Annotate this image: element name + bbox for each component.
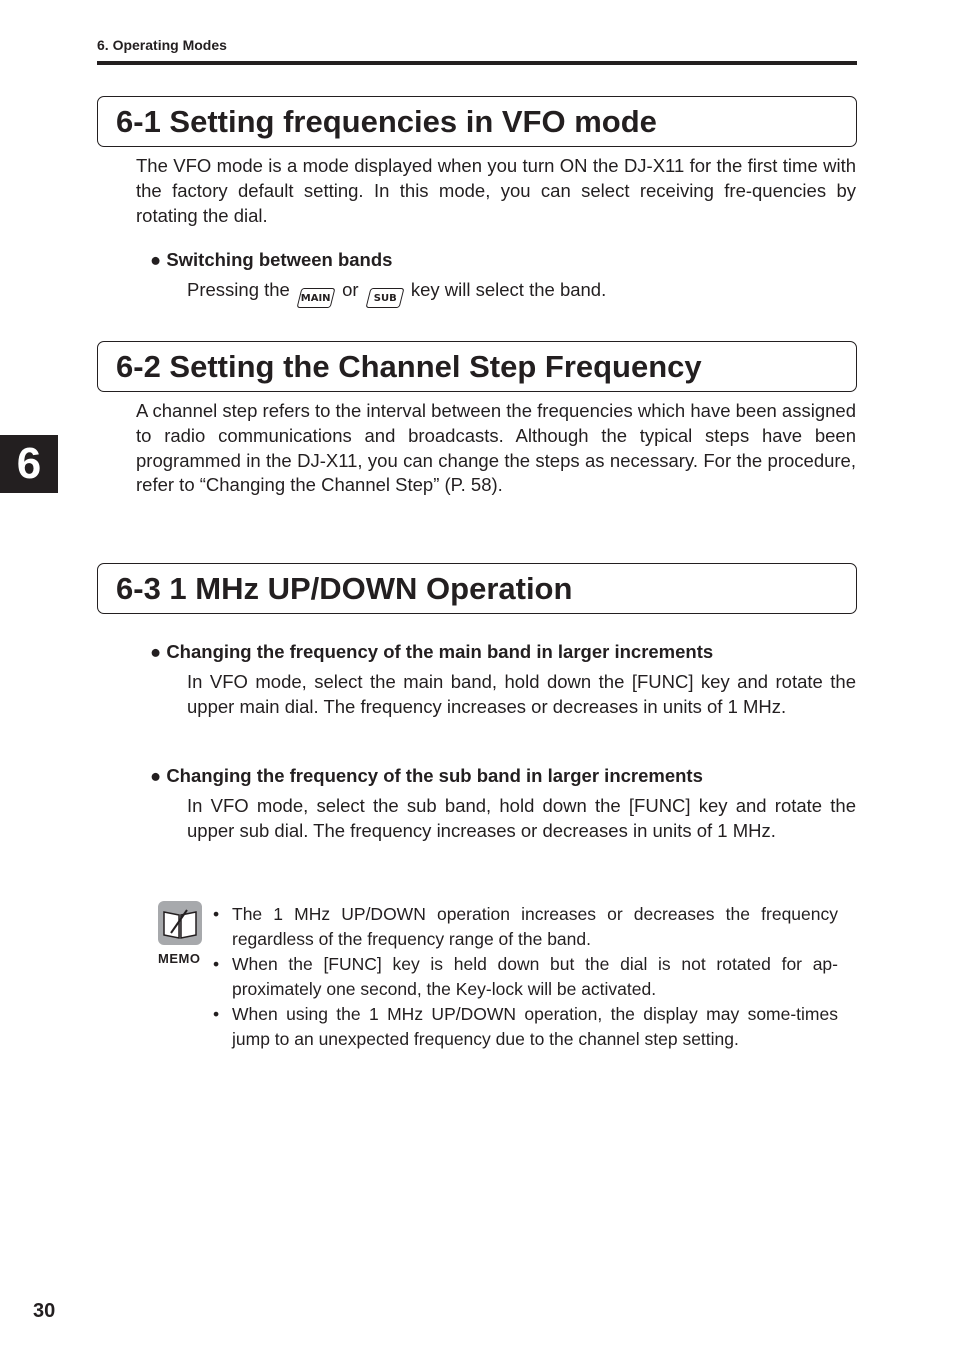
switching-bands-text bbox=[187, 279, 606, 308]
section-heading-6-1 bbox=[97, 96, 857, 147]
page-number: 30 bbox=[33, 1300, 56, 1322]
memo-item: • The 1 MHz UP/DOWN operation increases or decreases the frequency regardless of the frequency range of the band. bbox=[210, 902, 838, 952]
main-band-text: In VFO mode, select the main band, hold down the [FUNC] key and rotate the upper main dial. The frequency increases or decreases in units of 1 MHz. bbox=[187, 671, 856, 717]
sub-band-text: In VFO mode, select the sub band, hold down the [FUNC] key and rotate the upper sub dial. The frequency increases or decreases in units of 1 MHz. bbox=[187, 795, 856, 841]
bullet-heading-switching-bands: ● Switching between bands bbox=[150, 249, 393, 270]
section-title: 6-2 Setting the Channel Step Frequency bbox=[116, 349, 702, 384]
bullet-heading-sub-band: ● Changing the frequency of the sub band in larger increments bbox=[150, 765, 703, 786]
memo-label: MEMO bbox=[158, 951, 201, 966]
memo-item: • When the [FUNC] key is held down but the dial is not rotated for ap-proximately one second, the Key-lock will be activated. bbox=[210, 952, 838, 1002]
bullet-heading-main-band: ● Changing the frequency of the main band in larger increments bbox=[150, 641, 714, 662]
section-heading-6-2 bbox=[97, 341, 857, 392]
memo-item: • When using the 1 MHz UP/DOWN operation, the display may some-times jump to an unexpected frequency due to the channel step setting. bbox=[210, 1002, 838, 1052]
text-after: key will select the band. bbox=[410, 279, 607, 300]
memo-list bbox=[210, 902, 838, 1052]
main-key-icon: MAIN bbox=[296, 288, 335, 308]
sub-key-icon: SUB bbox=[365, 288, 404, 308]
section-heading-6-3 bbox=[97, 563, 857, 614]
memo-book-icon bbox=[157, 900, 203, 946]
text-before: Pressing the bbox=[187, 279, 290, 300]
section-6-1-intro: The VFO mode is a mode displayed when you turn ON the DJ-X11 for the first time with the factory default setting. In this mode, you can select receiving fre-quencies by rotating the dial. bbox=[136, 155, 856, 226]
text-middle: or bbox=[342, 279, 359, 300]
section-6-2-intro: A channel step refers to the interval between the frequencies which have been assigned to radio communications and broadcasts. Although the typical steps have been programmed in the DJ-X11, you can change the steps as necessary. For the procedure, refer to “Changing the Channel Step” (P. 58). bbox=[136, 400, 856, 496]
header-rule bbox=[97, 61, 857, 65]
section-title: 6-1 Setting frequencies in VFO mode bbox=[116, 104, 657, 139]
section-title: 6-3 1 MHz UP/DOWN Operation bbox=[116, 571, 573, 606]
running-header: 6. Operating Modes bbox=[97, 37, 227, 53]
chapter-tab: 6 bbox=[0, 435, 58, 493]
